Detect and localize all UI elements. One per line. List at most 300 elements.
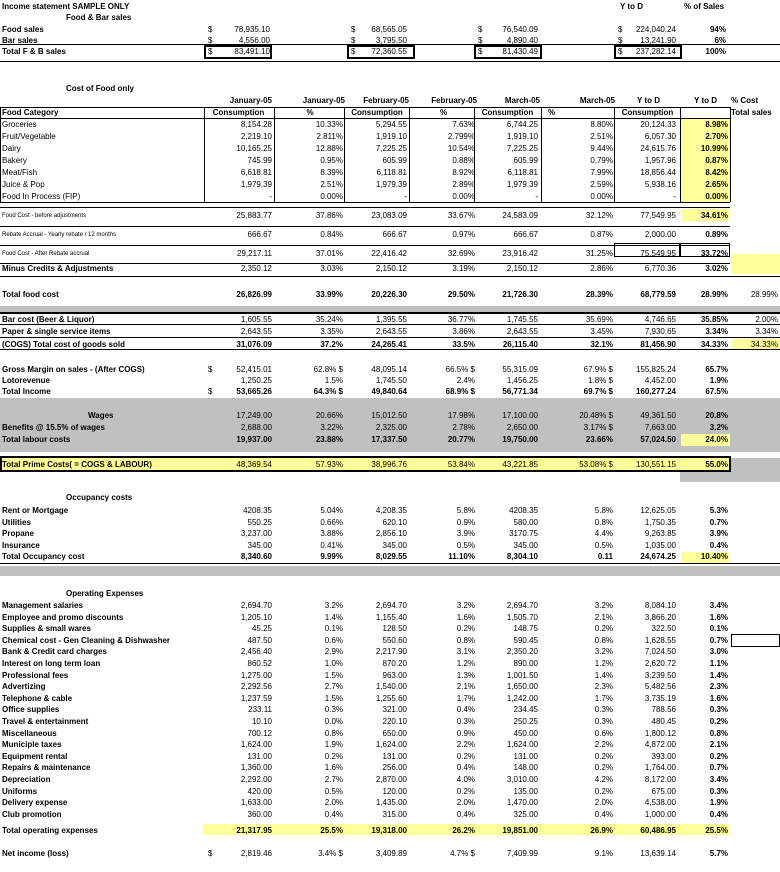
cell-ytd-value: 68,779.59 — [640, 290, 676, 299]
cell-ytd-pct: 1.9% — [709, 798, 728, 808]
cell-mar-pct: 0.00% — [590, 192, 613, 201]
cell-ytd-pct: 3.34% — [705, 327, 728, 336]
cell-ytd-pct: 0.7% — [709, 517, 728, 527]
cell-jan-value: 1,633.00 — [240, 798, 272, 808]
cell-ytd-value: 6,770.36 — [644, 264, 676, 273]
cell-jan-pct: 1.4% — [324, 612, 343, 622]
cell-ytd-value: 1,957.96 — [644, 156, 676, 165]
cell-total-sales-pct: 3.34% — [755, 327, 778, 336]
cell-feb-value: 19,318.00 — [371, 826, 407, 835]
cell-ytd-pct: 2.70% — [705, 132, 728, 141]
cell-feb-pct: 2.89% — [452, 180, 475, 189]
cell-ytd-value: 675.00 — [651, 786, 676, 796]
cell-jan-value: 131.00 — [247, 751, 272, 761]
cell-feb-value: 22,416.42 — [371, 249, 407, 258]
cell-jan-pct: 0.84% — [320, 230, 343, 239]
cell-jan-pct: 5.04% — [320, 506, 343, 515]
report-subtitle: Food & Bar sales — [66, 13, 132, 22]
divider — [0, 563, 780, 564]
cell-jan-pct: 1.6% — [324, 763, 343, 773]
cell-jan-value: 19,937.00 — [236, 435, 272, 444]
cell-jan-pct: 1.5% — [324, 670, 343, 680]
cell-jan-pct: 62.8% $ — [313, 365, 343, 374]
consumption-header-jan: Consumption — [212, 108, 265, 117]
cell-mar-value: 131.00 — [513, 751, 538, 761]
divider — [0, 337, 780, 338]
cell-mar-pct: 35.69% — [585, 315, 613, 324]
row-label: Meat/Fish — [2, 168, 38, 177]
cell-feb-pct: 36.77% — [447, 315, 475, 324]
cell-feb-pct: 10.54% — [447, 144, 475, 153]
cell-mar-pct: 0.11 — [597, 552, 613, 561]
cell-feb-value: 650.00 — [382, 728, 407, 738]
cell-mar-value: 250.25 — [513, 717, 538, 726]
cell-feb-pct: 0.00% — [452, 192, 475, 201]
cell-feb-pct: 0.9% — [456, 517, 475, 527]
grid-line — [680, 107, 681, 202]
cell-feb-value: 17,337.50 — [371, 435, 407, 444]
cell-ytd-pct: 8.98% — [705, 120, 728, 129]
cell-jan-value: 2,694.70 — [240, 601, 272, 610]
cell-ytd-pct: 67.5% — [705, 387, 728, 396]
consumption-header-ytd: Consumption — [621, 108, 674, 117]
cell-feb-pct: 17.98% — [447, 411, 475, 420]
cell-ytd-value: 49,361.50 — [640, 411, 676, 420]
cell-ytd-pct: 8.42% — [705, 168, 728, 177]
cell-jan-value: 1,360.00 — [240, 763, 272, 773]
row-label: Municiple taxes — [2, 740, 62, 750]
row-label: Management salaries — [2, 601, 83, 610]
cell-mar-pct: 0.2% — [594, 751, 613, 761]
row-label: Chemical cost - Gen Cleaning & Dishwasher — [2, 635, 171, 645]
cell-feb-pct: 33.5% — [452, 340, 475, 349]
cell-feb-value: 1,540.00 — [375, 682, 407, 692]
cell-mar-value: 1,650.00 — [506, 682, 538, 692]
cell-feb-pct: 2.1% — [456, 682, 475, 692]
cell-feb-value: 23,083.09 — [371, 211, 407, 220]
cell-feb-pct: 11.10% — [448, 552, 475, 561]
cell-mar-value: 21,726.30 — [502, 290, 538, 299]
cell-feb-value: 38,996.76 — [371, 460, 407, 469]
row-label: Rebate Accrual - Yearly rebate / 12 months — [2, 232, 117, 238]
cell-mar-value: 890.00 — [513, 659, 538, 668]
sales-jan-value: 78,935.10 — [234, 25, 270, 34]
row-label: Propane — [2, 529, 35, 538]
dollar-sign: $ — [351, 25, 356, 34]
cell-mar-pct: 2.3% — [594, 682, 613, 692]
cell-jan-pct: 37.01% — [315, 249, 343, 258]
pct-header-feb: % — [439, 108, 448, 117]
cell-ytd-pct: 0.4% — [709, 809, 728, 819]
cell-feb-pct: 3.2% — [456, 601, 475, 610]
cell-jan-pct: 64.3% $ — [313, 387, 343, 396]
cell-feb-pct: 5.8% — [456, 506, 475, 515]
cell-feb-value: 7,225.25 — [375, 144, 407, 153]
cell-ytd-pct: 3.2% — [709, 423, 728, 432]
cell-jan-value: 2,819.46 — [240, 849, 272, 858]
cell-feb-value: 1,435.00 — [375, 798, 407, 808]
cell-mar-value: 234.45 — [513, 705, 538, 715]
row-label: Equipment rental — [2, 751, 68, 761]
cell-mar-value: 580.00 — [513, 517, 538, 527]
cell-jan-value: 1,250.25 — [240, 376, 272, 385]
pct-header-mar: % — [548, 108, 556, 117]
pct-sales-header: % of Sales — [684, 2, 725, 11]
sales-mar-value: 4,890.40 — [506, 36, 538, 45]
cell-mar-pct: 0.8% — [594, 635, 613, 645]
cell-feb-value: 315.00 — [382, 809, 407, 819]
cell-mar-value: 1,505.70 — [506, 612, 538, 622]
cell-jan-value: 2,688.00 — [240, 423, 272, 432]
cell-mar-pct: 0.8% — [594, 517, 613, 527]
cell-jan-value: 1,624.00 — [240, 740, 272, 750]
cell-mar-value: - — [535, 192, 538, 201]
cell-jan-value: 2,350.12 — [240, 264, 272, 273]
cell-ytd-value: 18,856.44 — [640, 168, 676, 177]
gray-band-occupancy — [0, 566, 780, 576]
grid-line — [0, 118, 730, 119]
cell-ytd-value: 480.45 — [651, 717, 676, 726]
cell-jan-value: 1,237.59 — [240, 693, 272, 703]
cell-jan-value: 8,340.60 — [240, 552, 272, 561]
cell-ytd-value: 1,035.00 — [644, 540, 676, 550]
dollar-sign: $ — [478, 47, 483, 56]
sales-row-label: Food sales — [2, 25, 44, 34]
cell-mar-pct: 20.48% $ — [579, 411, 613, 420]
cell-mar-value: 7,225.25 — [506, 144, 538, 153]
cell-feb-pct: 32.69% — [447, 249, 475, 258]
cell-ytd-pct: 0.2% — [709, 717, 728, 726]
cell-jan-pct: 37.2% — [320, 340, 343, 349]
cell-mar-pct: 1.7% — [594, 693, 613, 703]
dollar-sign: $ — [208, 25, 213, 34]
cell-mar-pct: 2.51% — [590, 132, 613, 141]
cell-mar-pct: 0.2% — [594, 786, 613, 796]
cell-feb-pct: 0.9% — [456, 728, 475, 738]
cell-mar-value: 1,624.00 — [506, 740, 538, 750]
cell-feb-value: 20,226.30 — [371, 290, 407, 299]
cell-jan-pct: 0.0% — [324, 717, 343, 726]
cell-feb-value: 345.00 — [382, 540, 407, 550]
cell-jan-value: 1,605.55 — [240, 315, 272, 324]
cell-jan-pct: 1.5% — [324, 693, 343, 703]
cell-jan-value: 1,275.00 — [240, 670, 272, 680]
row-label: Lotorevenue — [2, 376, 51, 385]
cell-feb-value: 24,265.41 — [371, 340, 407, 349]
row-label: Minus Credits & Adjustments — [2, 264, 114, 273]
cell-jan-value: 2,292.00 — [240, 775, 272, 784]
cell-feb-value: 8,029.55 — [375, 552, 407, 561]
cell-mar-pct: 3.17% $ — [583, 423, 613, 432]
row-label: Interest on long term loan — [2, 659, 101, 668]
cell-mar-pct: 0.3% — [594, 705, 613, 715]
dollar-sign: $ — [618, 25, 623, 34]
row-label: Telephone & cable — [2, 693, 73, 703]
cell-mar-value: 7,409.99 — [506, 849, 538, 858]
cell-feb-pct: 2.78% — [452, 423, 475, 432]
dollar-sign: $ — [478, 36, 483, 45]
cell-feb-value: 128.50 — [382, 624, 407, 634]
cell-feb-pct: 29.50% — [447, 290, 475, 299]
cell-feb-value: 2,694.70 — [375, 601, 407, 610]
col-header-ytd: Y to D — [637, 96, 660, 105]
cell-feb-value: 48,095.14 — [371, 365, 407, 374]
row-label: Office supplies — [2, 705, 60, 715]
cell-ytd-value: 1,750.35 — [644, 517, 676, 527]
sales-jan-value: 4,556.00 — [238, 36, 270, 45]
cell-mar-pct: 4.2% — [594, 775, 613, 784]
cell-ytd-pct: 0.4% — [709, 540, 728, 550]
cell-mar-value: 3170.75 — [509, 529, 538, 538]
cell-ytd-pct: 0.89% — [705, 230, 728, 239]
cell-jan-pct: 0.2% — [324, 751, 343, 761]
dollar-sign: $ — [618, 47, 623, 56]
divider — [0, 276, 780, 277]
cell-mar-pct: 4.4% — [594, 529, 613, 538]
cell-mar-pct: 2.2% — [594, 740, 613, 750]
cell-mar-value: 1,919.10 — [506, 132, 538, 141]
cell-mar-pct: 23.66% — [585, 435, 613, 444]
cell-ytd-value: 13,639.14 — [640, 849, 676, 858]
cell-ytd-value: 24,674.25 — [640, 552, 676, 561]
cell-jan-value: 2,219.10 — [240, 132, 272, 141]
col-header-jan-pct: January-05 — [302, 96, 345, 105]
cell-jan-pct: 57.93% — [315, 460, 343, 469]
cell-mar-value: 1,456.25 — [506, 376, 538, 385]
cell-mar-pct: 3.45% — [590, 327, 613, 336]
cell-ytd-pct: 0.7% — [709, 635, 728, 645]
cell-mar-value: 2,650.00 — [506, 423, 538, 432]
total-sales-header: Total sales — [731, 108, 772, 117]
cell-ytd-value: 60,486.95 — [640, 826, 676, 835]
grid-line — [204, 107, 205, 202]
divider — [0, 312, 780, 314]
cell-mar-value: 345.00 — [513, 540, 538, 550]
cell-ytd-pct: 10.99% — [700, 144, 728, 153]
cell-feb-pct: 20.77% — [447, 435, 475, 444]
cell-feb-pct: 2.799% — [447, 132, 475, 141]
cell-feb-value: 49,840.64 — [371, 387, 407, 396]
cell-feb-value: 1,979.39 — [375, 180, 407, 189]
cell-mar-pct: 32.12% — [585, 211, 613, 220]
cell-ytd-value: 1,000.00 — [644, 809, 676, 819]
total-sales-box-mar — [474, 45, 542, 59]
cell-ytd-value: 4,452.00 — [644, 376, 676, 385]
row-label: Miscellaneous — [2, 728, 57, 738]
sales-ytd-value: 224,040.24 — [635, 25, 676, 34]
cell-jan-pct: 3.35% — [320, 327, 343, 336]
cell-ytd-pct: 2.65% — [705, 180, 728, 189]
cell-ytd-pct: 2.1% — [709, 740, 728, 750]
row-label: Delivery expense — [2, 798, 68, 808]
cell-mar-pct: 8.80% — [590, 120, 613, 129]
dollar-sign: $ — [618, 36, 623, 45]
grid-line — [0, 107, 730, 108]
cell-jan-pct: 1.5% — [324, 376, 343, 385]
cell-ytd-pct: 1.1% — [709, 659, 728, 668]
cell-mar-pct: 2.86% — [590, 264, 613, 273]
cell-jan-value: 31,076.09 — [236, 340, 272, 349]
cell-feb-value: 963.00 — [382, 670, 407, 680]
row-label: Supplies & small wares — [2, 624, 91, 634]
dollar-sign: $ — [208, 36, 213, 45]
cell-ytd-value: 4,872.00 — [644, 740, 676, 750]
cell-jan-value: 1,979.39 — [240, 180, 272, 189]
divider — [0, 226, 730, 227]
cell-ytd-value: 75,549.95 — [640, 249, 676, 258]
sales-pct-value: 100% — [705, 47, 726, 56]
cell-mar-value: 23,916.42 — [502, 249, 538, 258]
cell-feb-value: 870.20 — [382, 659, 407, 668]
cell-feb-value: 666.67 — [382, 230, 407, 239]
cell-total-sales-pct: 28.99% — [750, 290, 778, 299]
cell-ytd-value: 12,625.05 — [640, 506, 676, 515]
col-header-jan: January-05 — [229, 96, 272, 105]
row-label: Insurance — [2, 540, 40, 550]
divider — [0, 263, 730, 264]
cell-ytd-pct: 25.5% — [705, 826, 728, 835]
ytd-header: Y to D — [620, 2, 643, 11]
col-header-feb-pct: February-05 — [431, 96, 477, 105]
cell-jan-value: 6,618.81 — [240, 168, 272, 177]
cell-feb-pct: 33.67% — [447, 211, 475, 220]
row-label: Food In Process (FIP) — [2, 192, 81, 201]
cell-ytd-value: 1,764.00 — [644, 763, 676, 773]
cell-jan-pct: 0.41% — [320, 540, 343, 550]
cell-jan-value: 550.25 — [247, 517, 272, 527]
cell-jan-pct: 1.0% — [324, 659, 343, 668]
cell-feb-pct: 0.97% — [452, 230, 475, 239]
opex-title: Operating Expenses — [66, 589, 144, 598]
divider — [0, 61, 780, 62]
cell-ytd-value: 130,551.15 — [635, 460, 676, 469]
cof-title: Cost of Food only — [66, 84, 134, 93]
cell-ytd-pct: 34.33% — [700, 340, 728, 349]
cell-feb-pct: 2.4% — [456, 376, 475, 385]
sales-jan-value: 83,491.10 — [234, 47, 270, 56]
cell-jan-value: 10.10 — [251, 717, 272, 726]
cell-jan-value: 25,883.77 — [236, 211, 272, 220]
cell-jan-pct: 3.22% — [320, 423, 343, 432]
cell-mar-pct: 0.2% — [594, 624, 613, 634]
cell-feb-pct: 4.0% — [456, 775, 475, 784]
cell-ytd-pct: 3.0% — [709, 647, 728, 657]
total-sales-box-feb — [347, 45, 415, 59]
grid-line — [0, 107, 1, 202]
cell-ytd-value: 2,000.00 — [644, 230, 676, 239]
cell-ytd-value: 8,084.10 — [644, 601, 676, 610]
cell-feb-value: 1,395.55 — [375, 315, 407, 324]
cell-feb-value: 2,870.00 — [375, 775, 407, 784]
divider — [0, 44, 780, 45]
row-label: Total Prime Costs( = COGS & LABOUR) — [2, 460, 152, 469]
dollar-sign: $ — [351, 47, 356, 56]
cell-feb-pct: 0.5% — [456, 540, 475, 550]
cell-jan-pct: 1.9% — [324, 740, 343, 750]
cell-mar-pct: 0.87% — [590, 230, 613, 239]
row-label: Uniforms — [2, 786, 38, 796]
cell-feb-value: 6,118.81 — [376, 168, 407, 177]
cell-ytd-value: 24,615.76 — [640, 144, 676, 153]
row-label: Employee and promo discounts — [2, 612, 124, 622]
cell-jan-pct: 3.88% — [320, 529, 343, 538]
cell-feb-pct: 0.4% — [456, 763, 475, 773]
row-label: Dairy — [2, 144, 21, 153]
cell-ytd-value: 155,825.24 — [635, 365, 676, 374]
dollar-sign: $ — [351, 36, 356, 45]
cell-mar-pct: 9.1% — [594, 849, 613, 858]
cell-jan-pct: 0.6% — [324, 635, 343, 645]
cell-ytd-value: 81,456.90 — [640, 340, 676, 349]
cell-feb-value: 1,919.10 — [375, 132, 407, 141]
cell-ytd-pct: 33.72% — [700, 249, 728, 258]
row-label: Total food cost — [2, 290, 59, 299]
cell-ytd-pct: 0.7% — [709, 763, 728, 773]
cell-mar-value: 8,304.10 — [506, 552, 538, 561]
cell-ytd-pct: 65.7% — [705, 365, 728, 374]
cell-ytd-value: 3,239.50 — [644, 670, 676, 680]
cell-mar-pct: 31.25% — [585, 249, 613, 258]
cell-mar-value: 43,221.85 — [502, 460, 538, 469]
cell-feb-value: 2,325.00 — [375, 423, 407, 432]
cell-mar-value: 1,001.50 — [506, 670, 538, 680]
cell-mar-pct: 5.8% — [594, 506, 613, 515]
cell-ytd-value: 57,024.50 — [640, 435, 676, 444]
cell-feb-pct: 1.3% — [456, 670, 475, 680]
cell-jan-pct: 0.1% — [324, 624, 343, 634]
cell-feb-pct: 3.19% — [452, 264, 475, 273]
cell-jan-pct: 25.5% — [320, 826, 343, 835]
cell-jan-value: 860.52 — [247, 659, 272, 668]
cell-feb-pct: 1.6% — [456, 612, 475, 622]
cell-jan-value: 21,317.95 — [236, 826, 272, 835]
cell-feb-pct: 3.9% — [456, 529, 475, 538]
row-label: Net income (loss) — [2, 849, 69, 858]
cell-mar-value: 325.00 — [513, 809, 538, 819]
cell-mar-value: 26,115.40 — [502, 340, 538, 349]
row-label: Bank & Credit card charges — [2, 647, 107, 657]
row-label: Travel & entertainment — [2, 717, 89, 726]
row-label: Juice & Pop — [2, 180, 45, 189]
cell-jan-value: 48,369.54 — [236, 460, 272, 469]
divider — [0, 349, 780, 350]
cell-mar-value: 148.75 — [513, 624, 538, 634]
cell-feb-value: 1,255.60 — [375, 693, 407, 703]
sales-feb-value: 72,360.55 — [371, 47, 407, 56]
empty-cell-box[interactable] — [731, 634, 780, 647]
cell-mar-value: 3,010.00 — [506, 775, 538, 784]
cell-jan-pct: 10.33% — [315, 120, 343, 129]
cell-ytd-pct: 0.1% — [709, 624, 728, 634]
cell-mar-value: 135.00 — [513, 786, 538, 796]
cell-jan-pct: 9.99% — [320, 552, 343, 561]
divider — [0, 324, 780, 325]
cell-jan-value: 700.12 — [247, 728, 272, 738]
cell-mar-pct: 69.7% $ — [583, 387, 613, 396]
cell-feb-value: 1,155.40 — [375, 612, 407, 622]
col-header-mar-pct: March-05 — [579, 96, 615, 105]
occupancy-title: Occupancy costs — [66, 493, 133, 502]
cell-jan-value: 53,665.26 — [236, 387, 272, 396]
food-category-header: Food Category — [2, 108, 59, 117]
cell-ytd-value: 393.00 — [651, 751, 676, 761]
total-sales-box-jan — [204, 45, 272, 59]
cell-mar-pct: 28.39% — [585, 290, 613, 299]
cell-jan-value: 487.50 — [247, 635, 272, 645]
cell-jan-value: 3,237.00 — [240, 529, 272, 538]
cell-jan-value: 17,249.00 — [236, 411, 272, 420]
cell-feb-pct: 68.9% $ — [445, 387, 475, 396]
